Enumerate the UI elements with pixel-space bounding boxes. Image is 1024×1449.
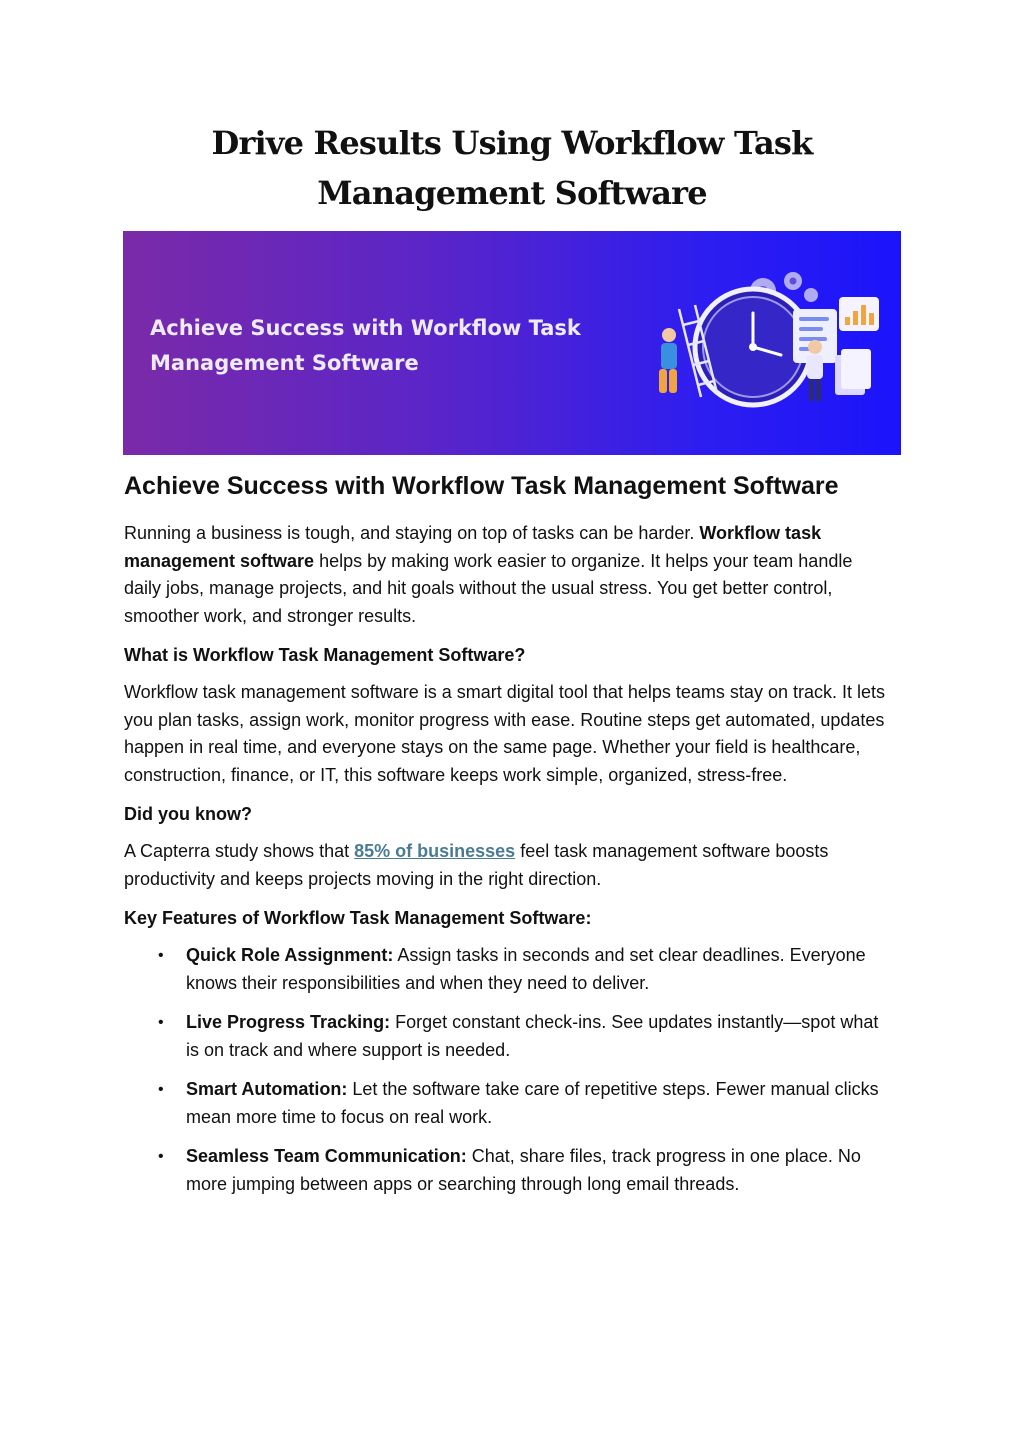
list-item — [124, 1009, 894, 1064]
intro-paragraph: Running a business is tough, and staying on top of tasks can be harder. Workflow task management software helps by making work easier to organize. It helps your team handle daily jobs, manage projects, and hit goals without the usual stress. You get better control, smoother work, and stronger results. — [124, 523, 853, 626]
bullet-icon: • — [158, 947, 164, 964]
feature-description: Chat, share files, track progress in one place. No more jumping between apps or searching through long email threads. — [186, 1146, 861, 1194]
what-is-paragraph: Workflow task management software is a smart digital tool that helps teams stay on track. It lets you plan tasks, assign work, monitor progress with ease. Routine steps get automated, updates happen in real time, and everyone stays on the same page. Whether your field is healthcare, construction, finance, or IT, this software keeps work simple, organized, stress-free. — [124, 682, 885, 785]
feature-title: Live Progress Tracking: — [186, 1012, 391, 1032]
article-body — [124, 468, 894, 1210]
feature-title: Quick Role Assignment: — [186, 945, 394, 965]
feature-title: Smart Automation: — [186, 1079, 348, 1099]
did-you-know-paragraph: A Capterra study shows that 85% of businesses feel task management software boosts productivity and keeps projects moving in the right direction. — [124, 841, 829, 889]
features-heading: Key Features of Workflow Task Management Software: — [124, 908, 592, 928]
bullet-icon: • — [158, 1081, 164, 1098]
feature-description: Assign tasks in seconds and set clear deadlines. Everyone knows their responsibilities and when they need to deliver. — [186, 945, 866, 993]
feature-description: Let the software take care of repetitive steps. Fewer manual clicks mean more time to focus on real work. — [186, 1079, 879, 1127]
feature-title: Seamless Team Communication: — [186, 1146, 467, 1166]
clock-team-illustration-icon — [643, 269, 883, 409]
capterra-stat-link[interactable]: 85% of businesses — [354, 841, 516, 861]
section-heading: Achieve Success with Workflow Task Management Software — [124, 472, 839, 500]
bullet-icon: • — [158, 1014, 164, 1031]
did-you-know-heading: Did you know? — [124, 804, 252, 824]
list-item — [124, 1076, 894, 1131]
banner-text: Achieve Success with Workflow Task Management Software — [150, 316, 581, 375]
intro-bold-term: Workflow task management software — [124, 523, 822, 571]
page-title: Drive Results Using Workflow Task Management Software — [211, 124, 813, 212]
what-is-heading: What is Workflow Task Management Software? — [124, 645, 526, 665]
feature-description: Forget constant check-ins. See updates instantly—spot what is on track and where support is needed. — [186, 1012, 879, 1060]
hero-banner — [123, 231, 901, 455]
list-item — [124, 942, 894, 997]
bullet-icon: • — [158, 1148, 164, 1165]
list-item — [124, 1143, 894, 1198]
features-list — [124, 942, 894, 1198]
